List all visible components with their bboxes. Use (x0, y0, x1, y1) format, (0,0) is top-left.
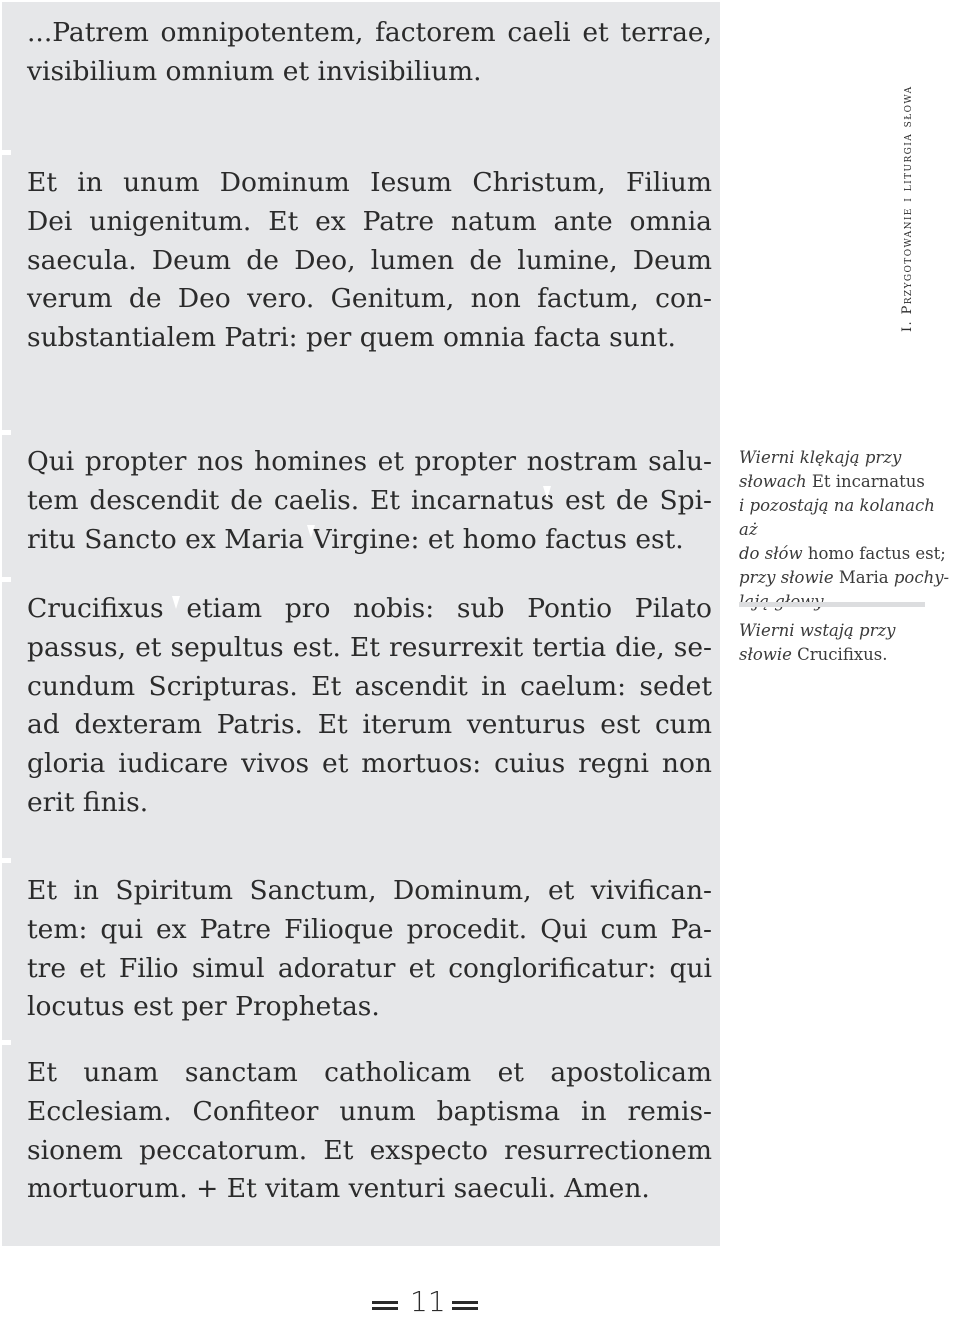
paragraph-tick (2, 577, 11, 582)
creed-paragraph-1: ...Patrem omnipotentem, factorem caeli et terrae, visibilium omnium et invisibilium. (27, 17, 712, 87)
page-number-text: 11 (410, 1285, 446, 1318)
gesture-mark-crucifixus (172, 596, 180, 609)
creed-paragraph-3: Qui propter nos homines et propter nostram salu- tem descendit de caelis. Et incarnatus est de Spi- ritu Sancto ex Maria Virgine: et homo factus est. (27, 446, 712, 555)
rubric-kneel: Wierni klękają przy słowach Et incarnatus i pozostają na kolanach aż do słów homo factus est; przy słowie Maria pochy- (739, 448, 950, 587)
page-number (372, 1285, 480, 1322)
folio-bar-right (452, 1307, 478, 1310)
creed-paragraph-6: Et unam sanctam catholicam et apostolicam Ecclesiam. Confiteor unum baptisma in remis- sionem peccatorum. Et exspecto resurrectionem mortuorum. + Et vitam venturi saeculi. Amen. (27, 1057, 712, 1205)
rubric-stand: Wierni wstają przy słowie Crucifixus. (739, 621, 896, 664)
folio-bar-right (452, 1301, 478, 1304)
paragraph-tick (2, 150, 11, 155)
running-head: I. Przygotowanie i liturgia słowa (900, 85, 915, 332)
creed-paragraph-2: Et in unum Dominum Iesum Christum, Filium Dei unigenitum. Et ex Patre natum ante omnia saecula. Deum de Deo, lumen de lumine, Deum verum de Deo vero. Genitum, non factum, con- substantialem Patri: per quem omnia facta sunt. (27, 167, 712, 354)
folio-bar-left (372, 1301, 398, 1304)
folio-bar-left (372, 1307, 398, 1310)
rubric-divider (739, 602, 925, 607)
creed-paragraph-4: Crucifixus etiam pro nobis: sub Pontio Pilato passus, et sepultus est. Et resurrexit tertia die, se- cundum Scripturas. Et ascendit in caelum: sedet ad dexteram Patris. Et iterum venturus est cum gloria iudicare vivos et mortuos: cuius regni non erit finis. (27, 593, 712, 818)
gesture-mark-maria (307, 525, 315, 538)
paragraph-tick (2, 1040, 11, 1045)
gesture-mark-incarnatus (543, 486, 551, 499)
paragraph-tick (2, 858, 11, 863)
paragraph-tick (2, 430, 11, 435)
creed-paragraph-5: Et in Spiritum Sanctum, Dominum, et vivifican- tem: qui ex Patre Filioque procedit. Qui cum Pa- tre et Filio simul adoratur et conglorificatur: qui locutus est per Prophetas. (27, 875, 712, 1023)
